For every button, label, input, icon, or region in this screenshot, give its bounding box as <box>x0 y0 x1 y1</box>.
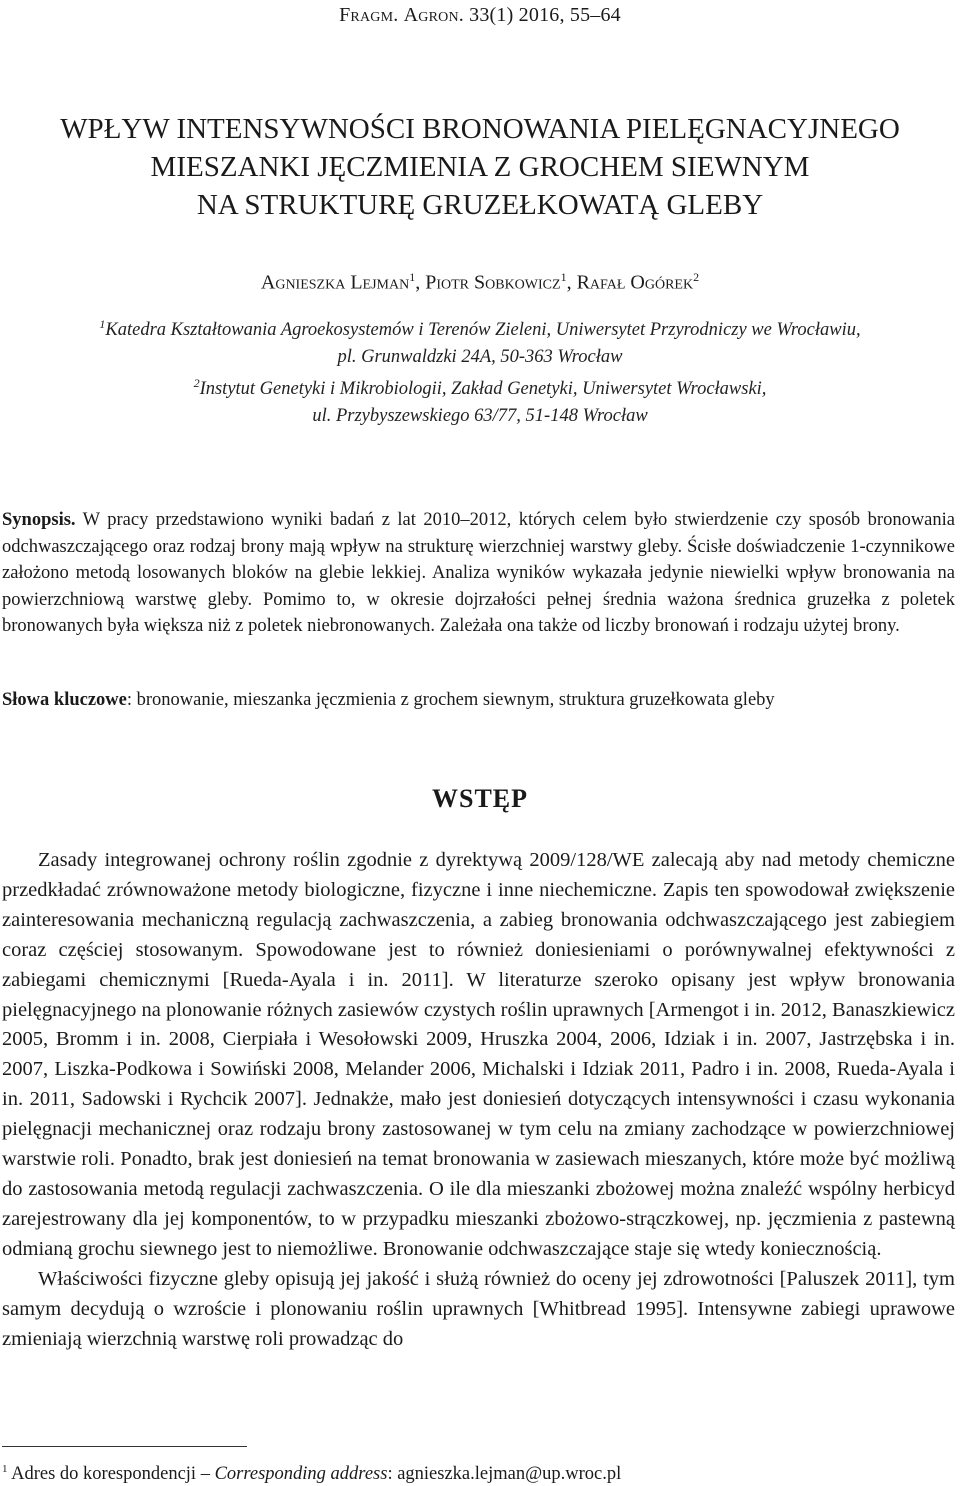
affiliation-mark: 1 <box>99 317 106 331</box>
synopsis-text: W pracy przedstawiono wyniki badań z lat 2010–2012, których celem było stwierdzenie czy sposób bronowania odchwaszczającego oraz rodzaj brony mają wpływ na strukturę wierzchniej warstwy gleby. Ścisłe doświadczenie 1-czynnikowe założono metodą losowanych bloków na glebie lekkiej. Analiza wyników wykazała jedynie niewielki wpływ bronowania na powierzchniową warstwę gleby. Pomimo to, w okresie dojrzałości pełnej średnia ważona średnica gruzełka z poletek bronowanych była większa niż z poletek niebronowanych. Zależała ona także od liczby bronowań i rodzaju użytej brony. <box>2 510 955 636</box>
journal-citation: 33(1) 2016, 55–64 <box>469 4 621 26</box>
keywords <box>2 687 955 713</box>
affiliation-mark: 2 <box>193 376 200 391</box>
keywords-text: : bronowanie, mieszanka jęczmienia z grochem siewnym, struktura gruzełkowata gleby <box>126 690 775 710</box>
footnote-mark: 1 <box>2 1463 8 1475</box>
body-text <box>2 846 955 1354</box>
footnote <box>2 1458 955 1485</box>
affiliation-1-line-2: pl. Grunwaldzki 24A, 50-363 Wrocław <box>337 346 623 367</box>
footnote-text: Adres do korespondencji – <box>11 1464 215 1485</box>
body-paragraph: Właściwości fizyczne gleby opisują jej jakość i służą również do oceny jej zdrowotności [Paluszek 2011], tym samym decydują o wzroście i plonowaniu roślin uprawnych [Whitbread 1995]. Intensywne zabiegi uprawowe zmieniają wierzchnią warstwę roli prowadząc do <box>2 1267 955 1350</box>
author-list: Agnieszka Lejman$^1$, Piotr Sobkowicz$^1$, Rafał Ogórek$^2$ <box>260 270 700 294</box>
journal-abbr-2: Agron. <box>403 4 464 26</box>
title-line: MIESZANKI JĘCZMIENIA Z GROCHEM SIEWNYM <box>150 151 810 183</box>
synopsis-label: Synopsis. <box>2 510 76 530</box>
author-affiliation-mark: 1 <box>409 270 416 284</box>
journal-header <box>0 4 960 27</box>
affiliation-2-line-2: ul. Przybyszewskiego 63/77, 51-148 Wrocław <box>312 405 648 426</box>
section-heading: WSTĘP <box>431 784 529 813</box>
author-affiliation-mark: 1 <box>560 270 567 284</box>
affiliations <box>0 311 960 429</box>
author-name: Rafał Ogórek <box>576 271 694 294</box>
footnote-text-italic: Corresponding address <box>214 1464 388 1485</box>
title-line: WPŁYW INTENSYWNOŚCI BRONOWANIA PIELĘGNACYJNEGO <box>60 113 900 145</box>
keywords-label: Słowa kluczowe <box>2 690 127 710</box>
article-title <box>0 110 960 224</box>
author-name: Agnieszka Lejman <box>260 271 410 294</box>
affiliation-2-line-1: $^2$Instytut Genetyki i Mikrobiologii, Zakład Genetyki, Uniwersytet Wrocławski, <box>193 376 767 400</box>
body-paragraph: Zasady integrowanej ochrony roślin zgodnie z dyrektywą 2009/128/WE zalecają aby nad metody chemiczne przedkładać zrównoważone metody biologiczne, fizyczne i inne niechemiczne. Zapis ten spowodował zwiększenie zainteresowania mechaniczną regulacją zachwaszczenia, a zabieg bronowania odchwaszczającego jest zabiegiem coraz częściej stosowanym. Spowodowane jest to również doniesieniami o porównywalnej efektywności z zabiegami chemicznymi [Rueda-Ayala i in. 2011]. W literaturze szeroko opisany jest wpływ bronowania pielęgnacyjnego na plonowanie różnych zasiewów czystych roślin uprawnych [Armengot i in. 2012, Banaszkiewicz 2005, Bromm i in. 2008, Cierpiała i Wesołowski 2009, Hruszka 2004, 2006, Idziak i in. 2007, Jastrzębska i in. 2007, Liszka-Podkowa i Sowiński 2008, Melander 2006, Michalski i Idziak 2011, Padro i in. 2008, Rueda-Ayala i in. 2011, Sadowski i Rychcik 2007]. Jednakże, mało jest doniesień dotyczących intensywności i czasu wykonania pielęgnacji mechanicznej oraz rodzaju brony zastosowanej w tym celu na zmiany zachodzące w powierzchniowej warstwie roli. Ponadto, brak jest doniesień na temat bronowania w zasiewach mieszanych, które może być możliwą do zastosowania metodą regulacji zachwaszczenia. O ile dla mieszanki zbożowej można znaleźć wspólny herbicyd zarejestrowany dla jej komponentów, to w przypadku mieszanki zbożowo-strączkowej, np. jęczmienia z pastewną odmianą grochu siewnego jest to niemożliwe. Bronowanie odchwaszczające staje się wtedy koniecznością. <box>2 849 955 1260</box>
footnote-email: : agnieszka.lejman@up.wroc.pl <box>387 1464 622 1485</box>
author-affiliation-mark: 2 <box>693 270 700 284</box>
journal-abbr-1: Fragm. <box>339 4 399 26</box>
title-line: NA STRUKTURĘ GRUZEŁKOWATĄ GLEBY <box>196 189 764 221</box>
affiliation-1-line-1: $^1$Katedra Kształtowania Agroekosystemów i Terenów Zieleni, Uniwersytet Przyrodniczy we Wrocławiu, <box>99 317 861 341</box>
synopsis <box>2 507 955 640</box>
footnote-divider <box>2 1446 247 1447</box>
author-name: Piotr Sobkowicz <box>425 271 561 294</box>
